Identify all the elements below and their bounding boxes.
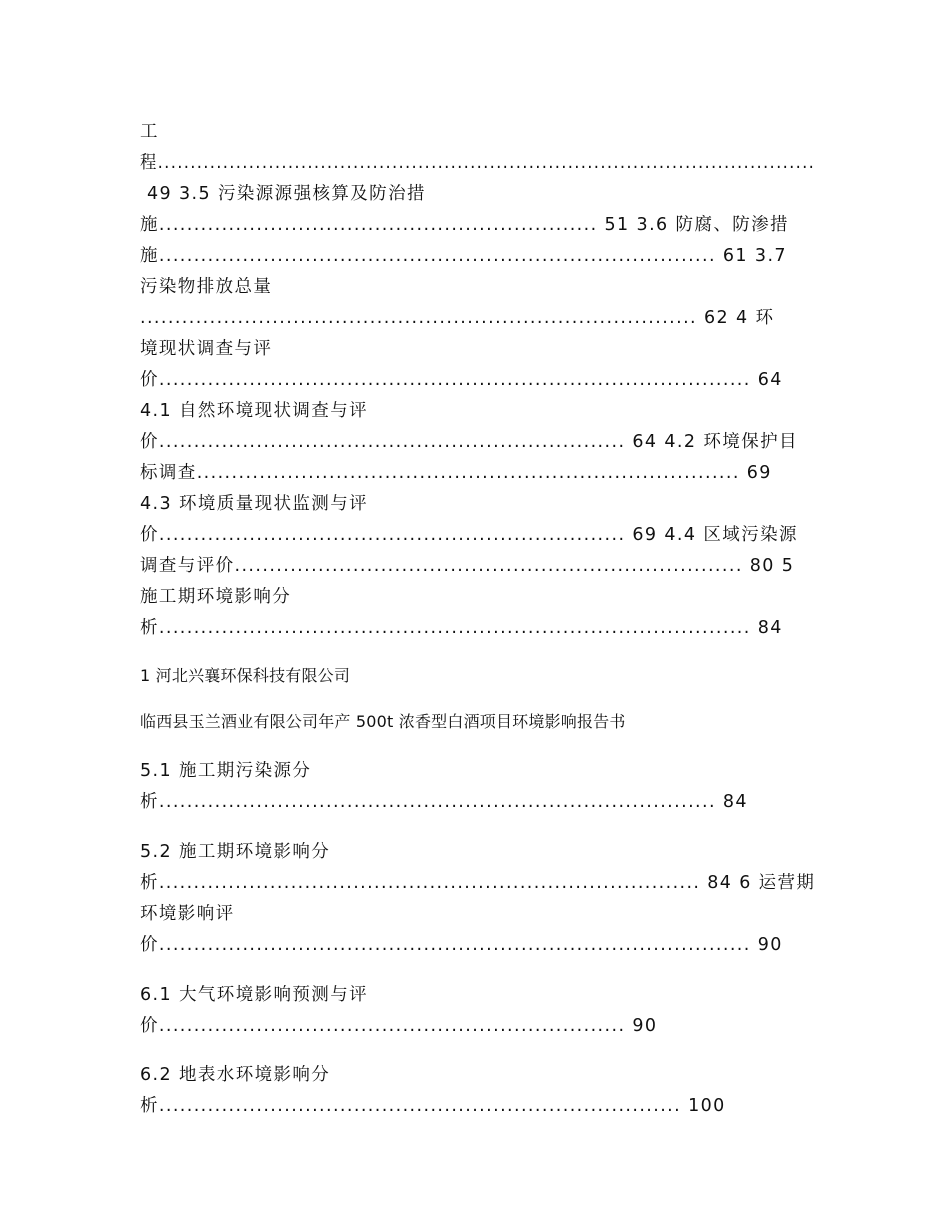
toc-line: 5.1 施工期污染源分 <box>140 761 312 781</box>
toc-line: 价..................................................................................... 64 <box>140 370 783 390</box>
toc-line: 6.2 地表水环境影响分 <box>140 1065 331 1085</box>
toc-line: 析................................................................................ 84 <box>140 792 748 812</box>
toc-line: 施工期环境影响分 <box>140 587 292 607</box>
toc-line: 4.1 自然环境现状调查与评 <box>140 401 368 421</box>
toc-line: 析........................................................................... 100 <box>140 1096 726 1116</box>
page-header-title: 临西县玉兰酒业有限公司年产 500t 浓香型白酒项目环境影响报告书 <box>140 712 626 731</box>
toc-line: ................................................................................ 62 4 环 <box>140 308 775 328</box>
toc-line: 工 <box>140 122 159 142</box>
toc-line: 价..................................................................................... 90 <box>140 935 783 955</box>
toc-line: 程..................................................................................................... <box>140 153 816 173</box>
toc-line: 污染物排放总量 <box>140 277 273 297</box>
toc-line: 调查与评价......................................................................... 80 5 <box>140 556 795 576</box>
toc-line: 析..................................................................................... 84 <box>140 618 783 638</box>
toc-line: 6.1 大气环境影响预测与评 <box>140 985 368 1005</box>
toc-line: 价................................................................... 64 4.2 环境保护目 <box>140 432 798 452</box>
toc-line: 4.3 环境质量现状监测与评 <box>140 494 368 514</box>
toc-line: 析.............................................................................. 84 6 运营期 <box>140 873 816 893</box>
toc-line: 标调查.............................................................................. 69 <box>140 463 772 483</box>
toc-line: 5.2 施工期环境影响分 <box>140 842 331 862</box>
toc-line: 施................................................................................ 61 3.7 <box>140 246 787 266</box>
toc-line: 49 3.5 污染源源强核算及防治措 <box>140 184 426 204</box>
toc-line: 境现状调查与评 <box>140 339 273 359</box>
toc-line: 环境影响评 <box>140 904 235 924</box>
toc-line: 价................................................................... 69 4.4 区域污染源 <box>140 525 798 545</box>
page-footer-company: 1 河北兴襄环保科技有限公司 <box>140 666 351 685</box>
toc-line: 施............................................................... 51 3.6 防腐、防渗措 <box>140 215 789 235</box>
toc-line: 价................................................................... 90 <box>140 1016 658 1036</box>
